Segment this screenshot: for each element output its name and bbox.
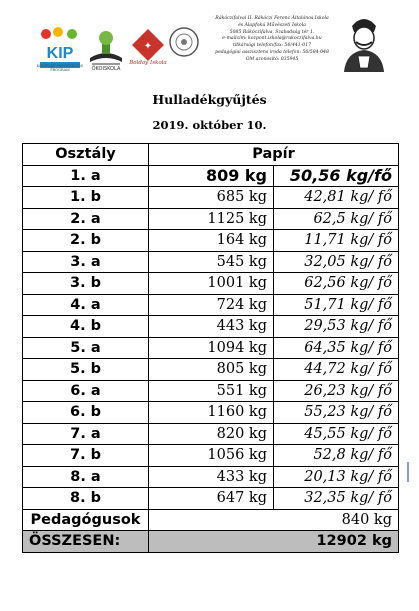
class-cell: 3. b bbox=[23, 273, 149, 295]
school-line: Rákóczifalvai II. Rákóczi Ferenc Általános Iskola bbox=[215, 16, 329, 21]
per-person-cell: 51,71 kg/ fő bbox=[274, 294, 399, 316]
total-value: 12902 kg bbox=[149, 531, 399, 553]
per-person-cell: 26,23 kg/ fő bbox=[274, 380, 399, 402]
table-row bbox=[23, 359, 399, 381]
school-seal-icon bbox=[168, 26, 200, 58]
kg-cell: 805 kg bbox=[149, 359, 274, 381]
letterhead bbox=[0, 0, 419, 86]
class-cell: 8. a bbox=[23, 466, 149, 488]
waste-collection-table bbox=[22, 143, 399, 553]
svg-text:✦: ✦ bbox=[143, 41, 153, 52]
kg-cell: 685 kg bbox=[149, 187, 274, 209]
per-person-cell: 64,35 kg/ fő bbox=[274, 337, 399, 359]
total-label: ÖSSZESEN: bbox=[23, 531, 149, 553]
teachers-value: 840 kg bbox=[149, 509, 399, 531]
school-line: és Alapfokú Művészeti Iskola bbox=[238, 22, 306, 28]
school-line: 5085 Rákóczifalva, Szabadság tér 1. bbox=[229, 29, 315, 35]
table-row bbox=[23, 380, 399, 402]
eco-school-logo bbox=[86, 28, 126, 70]
per-person-cell: 44,72 kg/ fő bbox=[274, 359, 399, 381]
bolday-caption: Bolday Iskola bbox=[129, 60, 167, 66]
per-person-cell: 62,56 kg/ fő bbox=[274, 273, 399, 295]
kg-cell: 1160 kg bbox=[149, 402, 274, 424]
class-cell: 4. a bbox=[23, 294, 149, 316]
school-line: OM azonosító: 035945 bbox=[245, 56, 299, 62]
teachers-row bbox=[23, 509, 399, 531]
page-title: Hulladékgyűjtés bbox=[152, 92, 267, 107]
per-person-cell: 55,23 kg/ fő bbox=[274, 402, 399, 424]
kg-cell: 809 kg bbox=[149, 165, 274, 187]
table-row bbox=[23, 165, 399, 187]
table-row bbox=[23, 488, 399, 510]
column-header-class: Osztály bbox=[23, 144, 149, 166]
table-row bbox=[23, 466, 399, 488]
kg-cell: 164 kg bbox=[149, 230, 274, 252]
per-person-cell: 32,35 kg/ fő bbox=[274, 488, 399, 510]
teachers-label: Pedagógusok bbox=[23, 509, 149, 531]
class-cell: 2. a bbox=[23, 208, 149, 230]
table-row bbox=[23, 251, 399, 273]
school-contact-info bbox=[204, 16, 340, 64]
kg-cell: 647 kg bbox=[149, 488, 274, 510]
table-row bbox=[23, 273, 399, 295]
class-cell: 8. b bbox=[23, 488, 149, 510]
class-cell: 7. a bbox=[23, 423, 149, 445]
class-cell: 2. b bbox=[23, 230, 149, 252]
kg-cell: 1094 kg bbox=[149, 337, 274, 359]
eco-school-caption: ÖKOISKOLA bbox=[91, 66, 121, 72]
class-cell: 6. a bbox=[23, 380, 149, 402]
class-cell: 7. b bbox=[23, 445, 149, 467]
per-person-cell: 42,81 kg/ fő bbox=[274, 187, 399, 209]
table-row bbox=[23, 402, 399, 424]
margin-mark bbox=[406, 462, 410, 482]
column-header-paper: Papír bbox=[149, 144, 399, 166]
table-row bbox=[23, 445, 399, 467]
class-cell: 1. a bbox=[23, 165, 149, 187]
table-row bbox=[23, 187, 399, 209]
school-line: e-mailcím: kozpont.iskola@rakoczifalva.hu bbox=[222, 36, 322, 42]
rakoczi-portrait-icon bbox=[338, 12, 390, 72]
kg-cell: 1125 kg bbox=[149, 208, 274, 230]
school-line: titkársági telefon/fax: 56/441-017 bbox=[232, 43, 312, 49]
school-line: pedagógiai asszisztens iroda telefon: 56/584-048 bbox=[215, 49, 329, 55]
class-cell: 1. b bbox=[23, 187, 149, 209]
class-cell: 3. a bbox=[23, 251, 149, 273]
kg-cell: 1001 kg bbox=[149, 273, 274, 295]
date-label: 2019. október 10. bbox=[152, 118, 267, 132]
per-person-cell: 50,56 kg/fő bbox=[274, 165, 399, 187]
table-row bbox=[23, 423, 399, 445]
table-row bbox=[23, 294, 399, 316]
kg-cell: 820 kg bbox=[149, 423, 274, 445]
kg-cell: 433 kg bbox=[149, 466, 274, 488]
kip-letters: KIP bbox=[46, 45, 74, 62]
kg-cell: 545 kg bbox=[149, 251, 274, 273]
per-person-cell: 52,8 kg/ fő bbox=[274, 445, 399, 467]
per-person-cell: 62,5 kg/ fő bbox=[274, 208, 399, 230]
class-cell: 4. b bbox=[23, 316, 149, 338]
per-person-cell: 11,71 kg/ fő bbox=[274, 230, 399, 252]
per-person-cell: 45,55 kg/ fő bbox=[274, 423, 399, 445]
per-person-cell: 20,13 kg/ fő bbox=[274, 466, 399, 488]
table-row bbox=[23, 208, 399, 230]
kg-cell: 724 kg bbox=[149, 294, 274, 316]
kg-cell: 1056 kg bbox=[149, 445, 274, 467]
kip-caption: KOMPLEX INSTRUKCIÓS PROGRAM bbox=[36, 64, 84, 72]
kg-cell: 443 kg bbox=[149, 316, 274, 338]
table-row bbox=[23, 230, 399, 252]
per-person-cell: 29,53 kg/ fő bbox=[274, 316, 399, 338]
class-cell: 5. a bbox=[23, 337, 149, 359]
table-row bbox=[23, 337, 399, 359]
class-cell: 5. b bbox=[23, 359, 149, 381]
per-person-cell: 32,05 kg/ fő bbox=[274, 251, 399, 273]
kg-cell: 551 kg bbox=[149, 380, 274, 402]
class-cell: 6. b bbox=[23, 402, 149, 424]
table-row bbox=[23, 316, 399, 338]
table-header-row bbox=[23, 144, 399, 166]
total-row bbox=[23, 531, 399, 553]
